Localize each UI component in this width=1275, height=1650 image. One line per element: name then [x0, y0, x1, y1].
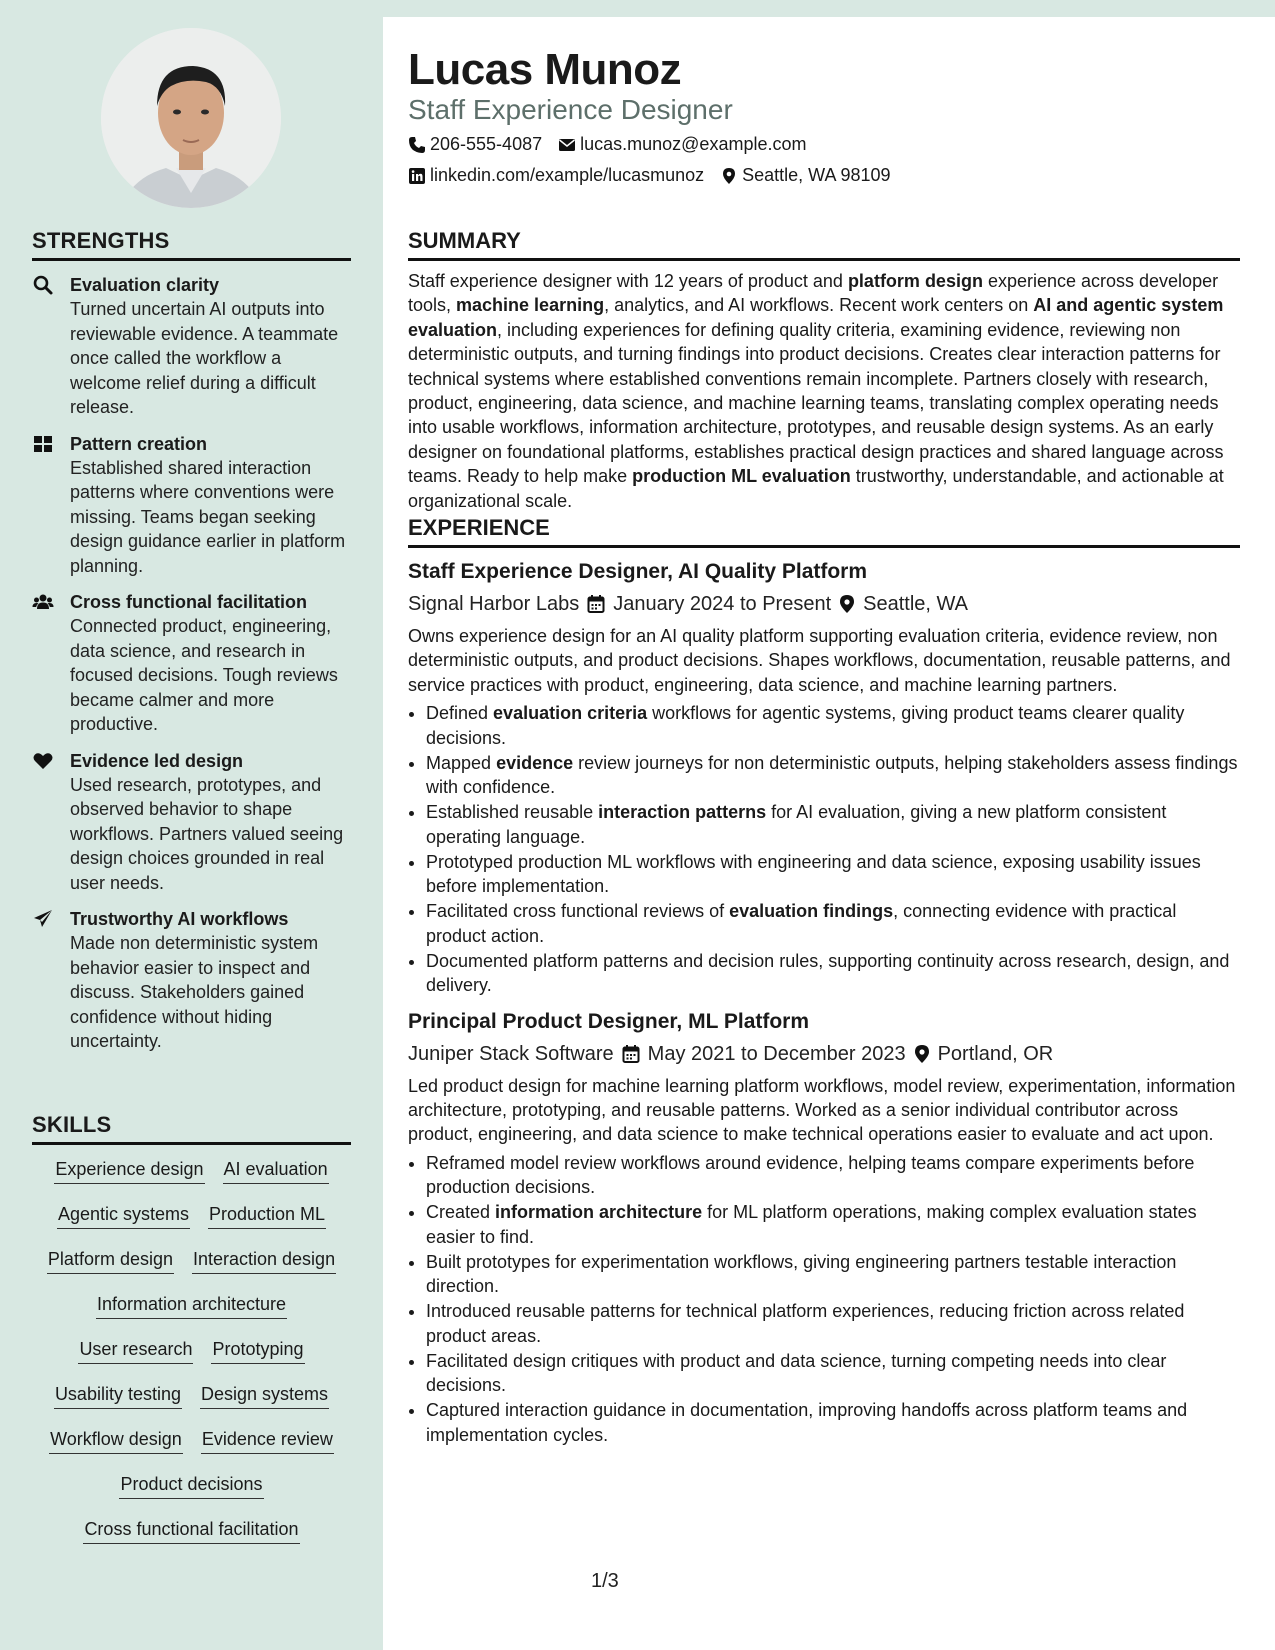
- job-bullet: [426, 1151, 1240, 1200]
- calendar-icon: [622, 1044, 640, 1064]
- strength-title: Evidence led design: [70, 750, 244, 771]
- calendar-icon: [587, 594, 605, 614]
- linkedin-text: linkedin.com/example/lucasmunoz: [430, 165, 705, 185]
- grid-icon: [32, 433, 54, 455]
- job-title: Principal Product Designer, ML Platform: [408, 1009, 810, 1033]
- body-text: Established reusable: [426, 802, 599, 823]
- skill-tag: Evidence review: [201, 1427, 334, 1454]
- people-icon: [32, 591, 54, 613]
- paper-plane-icon: [32, 908, 54, 930]
- map-pin-icon: [914, 1044, 930, 1064]
- body-text: Facilitated design critiques with product and data science, turning competing needs into clear decisions.: [426, 1350, 1167, 1396]
- contact-row: [408, 134, 806, 155]
- strength-item: [32, 273, 351, 420]
- body-text: trustworthy, understandable, and actionable at organizational scale.: [408, 466, 1224, 511]
- job-title: Staff Experience Designer, AI Quality Platform: [408, 560, 868, 583]
- job-entry: [408, 1008, 1240, 1448]
- heart-icon: [32, 750, 54, 772]
- body-text: Introduced reusable patterns for technical platform experiences, reducing friction across related product areas.: [426, 1301, 1185, 1346]
- skills-heading: SKILLS: [32, 1112, 351, 1145]
- emphasis-text: information architecture: [495, 1202, 703, 1223]
- phone-text: 206-555-4087: [430, 134, 543, 154]
- strength-title: Pattern creation: [70, 433, 208, 454]
- map-pin-icon: [839, 594, 855, 614]
- skill-tag: Experience design: [54, 1157, 204, 1184]
- strength-item: [32, 432, 351, 579]
- candidate-title: Staff Experience Designer: [408, 94, 733, 125]
- strength-desc: Made non deterministic system behavior easier to inspect and discuss. Stakeholders gained confidence without hiding uncertainty.: [70, 933, 319, 1051]
- body-text: Reframed model review workflows around evidence, helping teams compare experiments before production decisions.: [426, 1152, 1195, 1198]
- strength-item: [32, 590, 351, 737]
- body-text: , including experiences for defining quality criteria, examining evidence, reviewing non deterministic outputs, and turning findings into product decisions. Creates clear interaction patterns for technical systems where established conventions remain incomplete. Partners closely with research, product, engineering, data science, and machine learning teams, translating complex operating needs into usable workflows, information architecture, prototypes, and reusable design systems. As an early designer on foundational platforms, establishes practical design practices and shared language across teams. Ready to help make: [408, 319, 1224, 487]
- company-name: Signal Harbor Labs: [408, 593, 580, 615]
- job-dates: May 2021 to December 2023: [647, 1042, 906, 1065]
- skill-tag: Interaction design: [192, 1247, 336, 1274]
- strength-title: Evaluation clarity: [70, 275, 220, 295]
- emphasis-text: machine learning: [456, 295, 605, 316]
- emphasis-text: platform design: [847, 271, 983, 291]
- summary-section: [408, 228, 1240, 513]
- emphasis-text: production ML evaluation: [632, 466, 851, 487]
- summary-heading: SUMMARY: [408, 228, 1240, 261]
- job-bullets: [408, 1151, 1240, 1447]
- page-number: 1/3: [591, 1570, 619, 1592]
- linkedin-icon: [408, 167, 426, 185]
- body-text: workflows for agentic systems, giving product teams clearer quality decisions.: [426, 703, 1185, 748]
- strength-item: [32, 907, 351, 1054]
- candidate-name: Lucas Munoz: [408, 45, 682, 94]
- strength-title: Cross functional facilitation: [70, 592, 308, 612]
- body-text: Defined: [426, 703, 494, 724]
- strengths-heading: STRENGTHS: [32, 228, 351, 261]
- sidebar: [0, 0, 383, 1650]
- body-text: Created: [426, 1202, 496, 1223]
- job-bullet: [426, 1250, 1240, 1299]
- job-description: Owns experience design for an AI quality platform supporting evaluation criteria, evidence review, non deterministic outputs, and product decisions. Shapes workflows, documentation, reusable patterns, and service practices with product, engineering, data science, and machine learning partners.: [408, 626, 1231, 695]
- body-text: Prototyped production ML workflows with engineering and data science, exposing usability issues before implementation.: [426, 851, 1201, 897]
- emphasis-text: AI and agentic system evaluation: [408, 295, 1224, 340]
- main-content: [383, 17, 1275, 1650]
- search-icon: [32, 274, 54, 296]
- summary-text: [408, 269, 1240, 513]
- skill-tag: User research: [78, 1337, 193, 1364]
- body-text: Facilitated cross functional reviews of: [426, 901, 730, 922]
- email-text: lucas.munoz@example.com: [580, 134, 807, 154]
- company-name: Juniper Stack Software: [408, 1042, 614, 1065]
- skill-tag: AI evaluation: [223, 1157, 329, 1184]
- job-bullet: [426, 1349, 1240, 1398]
- skill-tag: Platform design: [47, 1247, 174, 1274]
- job-bullet: [426, 1299, 1240, 1348]
- body-text: Staff experience designer with 12 years of product and: [408, 271, 848, 291]
- envelope-icon: [558, 136, 576, 154]
- job-entry: [408, 558, 1240, 998]
- skill-tag: Usability testing: [54, 1382, 182, 1409]
- skill-tag: Information architecture: [96, 1292, 287, 1319]
- job-meta: [408, 590, 1240, 618]
- skill-tag: Workflow design: [49, 1427, 183, 1454]
- job-location: Portland, OR: [937, 1042, 1054, 1065]
- linkedin-contact[interactable]: [408, 165, 704, 186]
- body-text: for AI evaluation, giving a new platform consistent operating language.: [426, 802, 1167, 847]
- job-bullet: [426, 701, 1240, 750]
- body-text: Documented platform patterns and decision rules, supporting continuity across research, design, and delivery.: [426, 950, 1230, 996]
- job-location: Seattle, WA: [863, 593, 968, 615]
- skill-tag: Cross functional facilitation: [83, 1517, 299, 1544]
- job-dates: January 2024 to Present: [613, 593, 832, 615]
- job-bullet: [426, 949, 1240, 998]
- strength-item: [32, 749, 351, 896]
- experience-section: [408, 515, 1240, 1448]
- strength-desc: Established shared interaction patterns where conventions were missing. Teams began seeking design guidance earlier in platform planning.: [70, 457, 346, 576]
- map-pin-icon: [720, 167, 738, 185]
- skill-tag: Agentic systems: [57, 1202, 190, 1229]
- skills-section: [32, 1112, 351, 1562]
- job-meta: [408, 1040, 1240, 1068]
- emphasis-text: interaction patterns: [598, 802, 767, 823]
- job-bullet: [426, 800, 1240, 849]
- body-text: , analytics, and AI workflows. Recent work centers on: [604, 295, 1034, 316]
- body-text: review journeys for non deterministic outputs, helping stakeholders assess findings with confidence.: [426, 752, 1238, 798]
- job-bullet: [426, 850, 1240, 899]
- body-text: Mapped: [426, 752, 497, 773]
- body-text: experience across developer tools,: [408, 271, 1219, 316]
- strength-desc: Used research, prototypes, and observed behavior to shape workflows. Partners valued seeing design choices grounded in real user needs.: [70, 774, 344, 893]
- phone-contact: [408, 134, 542, 155]
- skill-tag: Design systems: [200, 1382, 329, 1409]
- skill-tag: Product decisions: [119, 1472, 263, 1499]
- skills-list: [32, 1157, 351, 1562]
- phone-icon: [408, 136, 426, 154]
- strength-desc: Turned uncertain AI outputs into reviewable evidence. A teammate once called the workflow a welcome relief during a difficult release.: [70, 299, 339, 417]
- strengths-section: [32, 228, 351, 1054]
- skill-tag: Prototyping: [211, 1337, 304, 1364]
- job-bullet: [426, 1398, 1240, 1447]
- job-description: Led product design for machine learning platform workflows, model review, experimentation, information architecture, prototyping, and reusable patterns. Worked as a senior individual contributor across product, engineering, and data science to make technical operations easier to evaluate and act upon.: [408, 1075, 1236, 1145]
- emphasis-text: evaluation criteria: [493, 703, 648, 724]
- job-bullet: [426, 751, 1240, 800]
- location-contact: [720, 165, 890, 186]
- location-text: Seattle, WA 98109: [742, 165, 891, 185]
- job-bullet: [426, 1200, 1240, 1249]
- contact-row: [408, 165, 891, 186]
- strength-desc: Connected product, engineering, data science, and research in focused decisions. Tough reviews became calmer and more productive.: [70, 616, 338, 734]
- portrait-image: [101, 28, 281, 208]
- body-text: Built prototypes for experimentation workflows, giving engineering partners testable interaction direction.: [426, 1251, 1177, 1297]
- emphasis-text: evidence: [496, 752, 574, 773]
- job-bullet: [426, 899, 1240, 948]
- emphasis-text: evaluation findings: [729, 901, 894, 922]
- body-text: for ML platform operations, making complex evaluation states easier to find.: [426, 1202, 1197, 1247]
- body-text: , connecting evidence with practical product action.: [426, 901, 1177, 946]
- skill-tag: Production ML: [208, 1202, 326, 1229]
- job-bullets: [408, 701, 1240, 997]
- body-text: Captured interaction guidance in documentation, improving handoffs across platform teams and implementation cycles.: [426, 1400, 1188, 1445]
- strength-title: Trustworthy AI workflows: [70, 909, 289, 929]
- profile-photo: [101, 28, 281, 208]
- email-contact[interactable]: [558, 134, 806, 155]
- experience-heading: EXPERIENCE: [408, 515, 1240, 548]
